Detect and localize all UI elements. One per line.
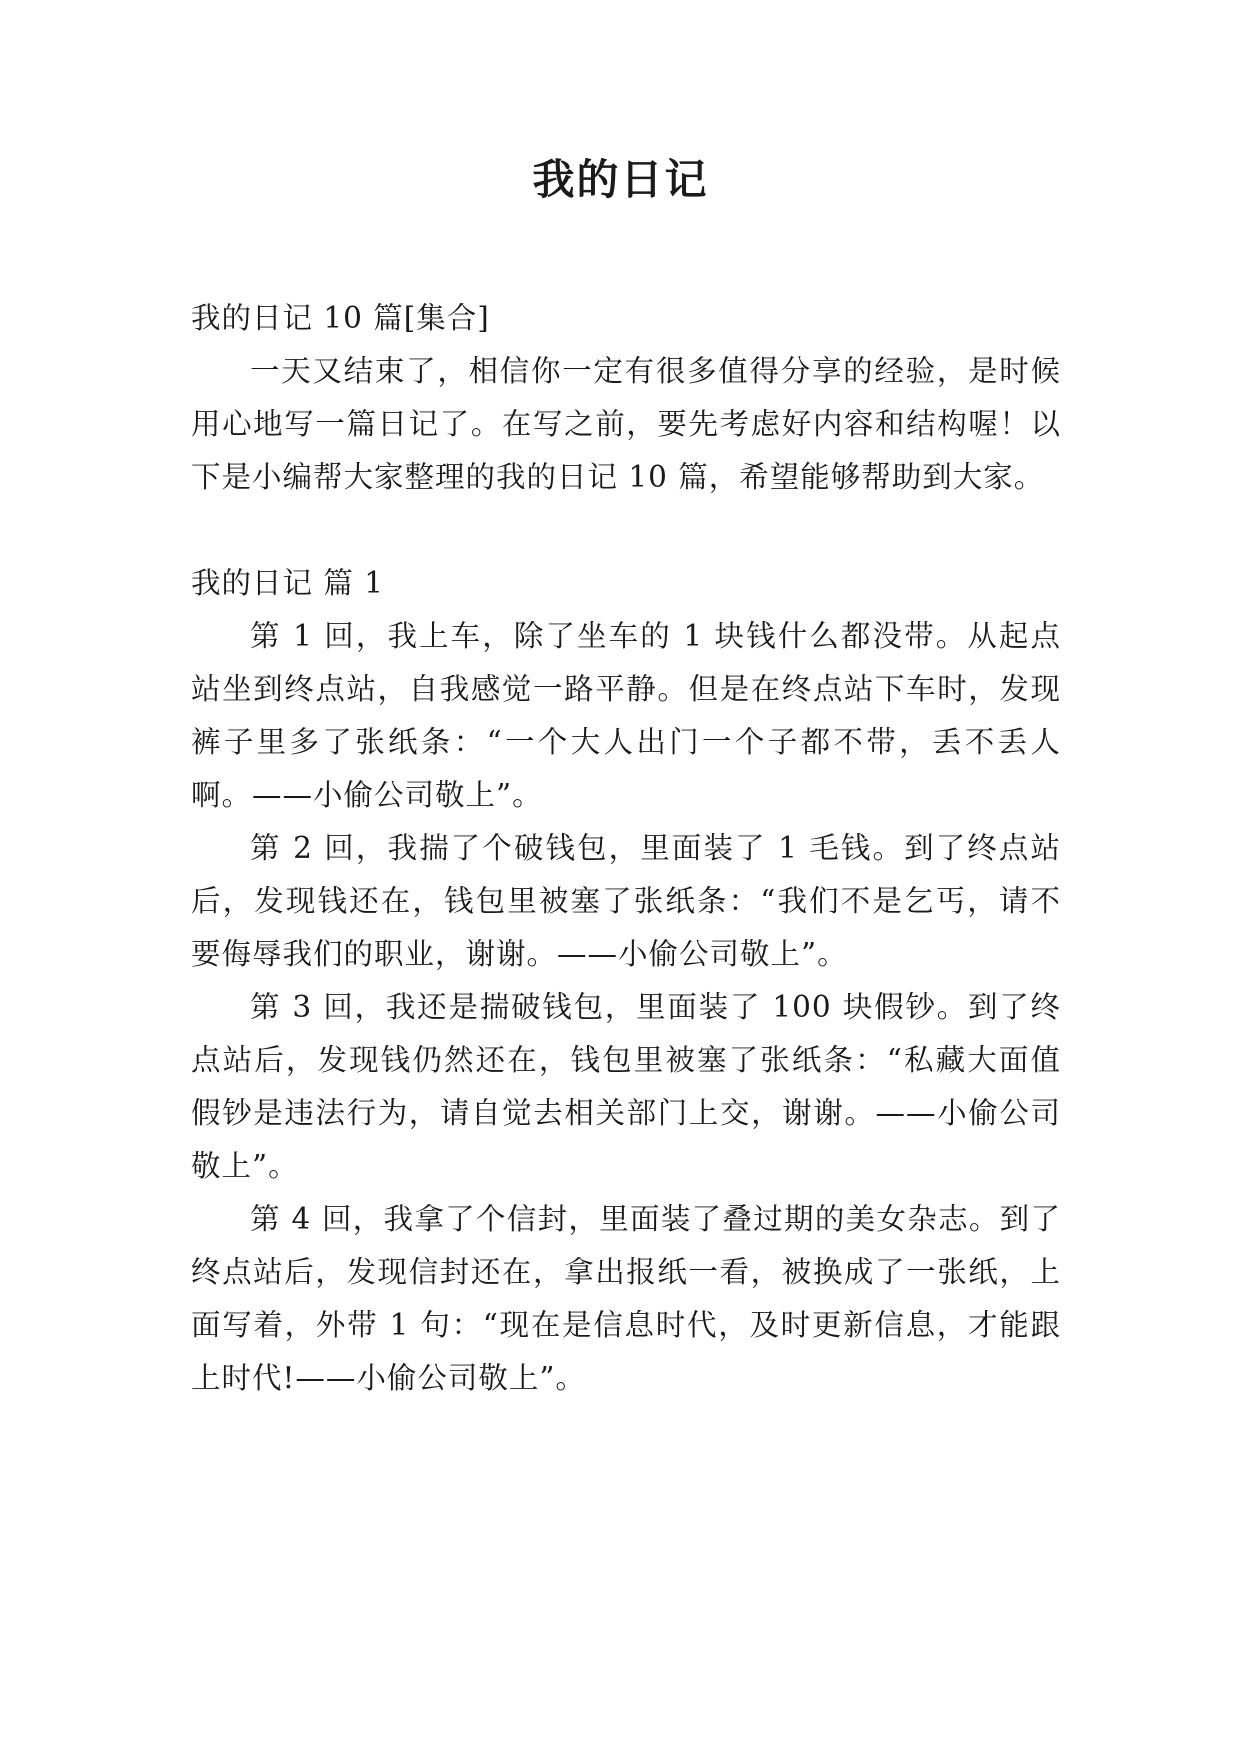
document-title: 我的日记: [532, 155, 709, 204]
intro-paragraph: 一天又结束了，相信你一定有很多值得分享的经验，是时候用心地写一篇日记了。在写之前，要先考虑好内容和结构喔！以下是小编帮大家整理的我的日记 10 篇，希望能够帮助到大家。: [191, 354, 1061, 494]
diary-paragraph-3: 第 3 回，我还是揣破钱包，里面装了 100 块假钞。到了终点站后，发现钱仍然还在，钱包里被塞了张纸条：“私藏大面值假钞是违法行为，请自觉去相关部门上交，谢谢。——小偷公司敬上”。: [191, 990, 1061, 1183]
diary-paragraph-2: 第 2 回，我揣了个破钱包，里面装了 1 毛钱。到了终点站后，发现钱还在，钱包里被塞了张纸条：“我们不是乞丐，请不要侮辱我们的职业，谢谢。——小偷公司敬上”。: [191, 831, 1061, 971]
section-heading: 我的日记 篇 1: [191, 566, 385, 600]
document-body: [191, 292, 1061, 1405]
diary-paragraph-4: 第 4 回，我拿了个信封，里面装了叠过期的美女杂志。到了终点站后，发现信封还在，拿出报纸一看，被换成了一张纸，上面写着，外带 1 句：“现在是信息时代，及时更新信息，才能跟上时代!——小偷公司敬上”。: [191, 1202, 1061, 1395]
document-subtitle: 我的日记 10 篇[集合]: [191, 301, 490, 335]
section-gap: [191, 504, 1061, 557]
diary-paragraph-1: 第 1 回，我上车，除了坐车的 1 块钱什么都没带。从起点站坐到终点站，自我感觉一路平静。但是在终点站下车时，发现裤子里多了张纸条：“一个大人出门一个子都不带，丢不丢人啊。——小偷公司敬上”。: [191, 619, 1061, 812]
